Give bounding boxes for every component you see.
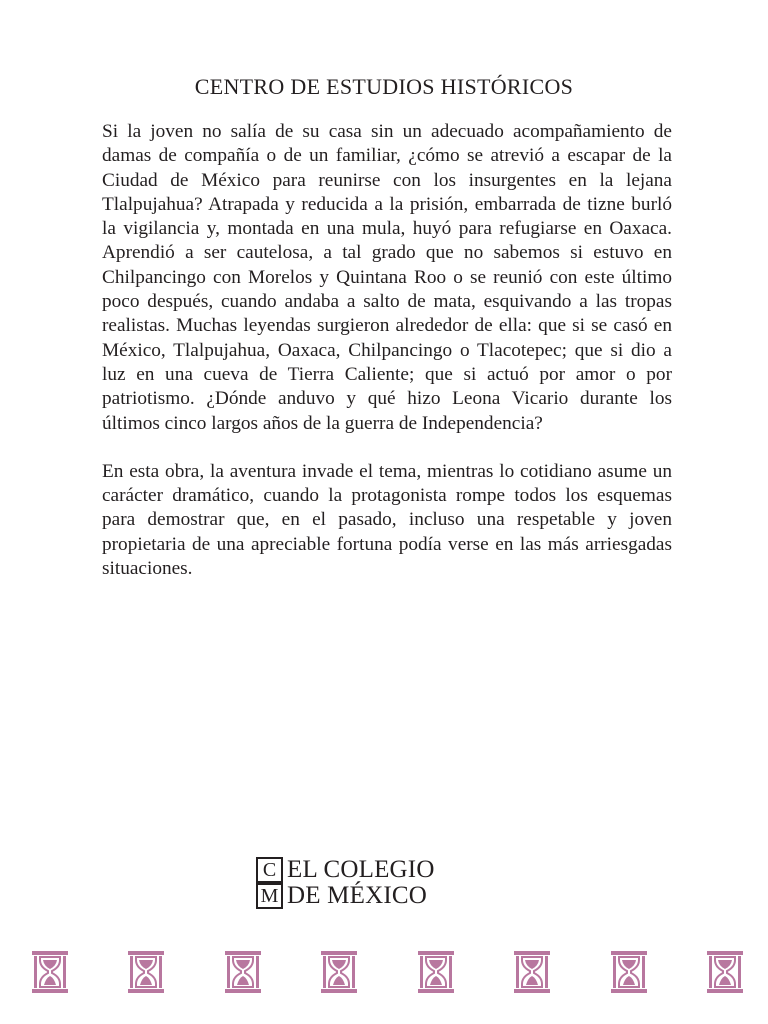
hourglass-icon <box>609 950 649 994</box>
publisher-name-line-1: EL COLEGIO <box>287 856 435 883</box>
synopsis <box>102 120 672 581</box>
publisher-name <box>287 857 435 909</box>
hourglass-icon <box>512 950 552 994</box>
series-title: CENTRO DE ESTUDIOS HISTÓRICOS <box>194 74 574 99</box>
publisher-name-line-2: DE MÉXICO <box>287 882 427 909</box>
logo-mark-letter-m: M <box>258 885 281 907</box>
hourglass-icon <box>126 950 166 994</box>
hourglass-icon <box>416 950 456 994</box>
publisher-logo <box>256 857 435 909</box>
synopsis-paragraph-2: En esta obra, la aventura invade el tema, mientras lo cotidiano asume un carácter dramático, cuando la protagonista rompe todos los esquemas para demostrar que, en el pasado, incluso una respetable y joven propietaria de una apreciable fortuna podía verse en las más arriesgadas situaciones. <box>102 460 672 580</box>
hourglass-icon <box>30 950 70 994</box>
synopsis-paragraph-1: Si la joven no salía de su casa sin un adecuado acompañamiento de damas de compañía o de un familiar, ¿cómo se atrevió a escapar de la Ciudad de México para reunirse con los insurgentes en la lejana Tlalpujahua? Atrapada y reducida a la prisión, embarrada de tizne burló la vigilancia y, montada en una mula, huyó para refugiarse en Oaxaca. Aprendió a ser cautelosa, a tal grado que no sabemos si estuvo en Chilpancingo con Morelos y Quintana Roo o se reunió con este último poco después, cuando andaba a salto de mata, esquivando a las tropas realistas. Muchas leyendas surgieron alrededor de ella: que si se casó en México, Tlalpujahua, Oaxaca, Chilpancingo o Tlacotepec; que si dio a luz en una cueva de Tierra Caliente; que si actuó por amor o por patriotismo. ¿Dónde anduvo y qué hizo Leona Vicario durante los últimos cinco largos años de la guerra de Independencia? <box>102 121 672 434</box>
ornament-row <box>30 950 745 994</box>
logo-mark-letter-c: C <box>258 859 281 881</box>
hourglass-icon <box>223 950 263 994</box>
hourglass-icon <box>319 950 359 994</box>
hourglass-icon <box>705 950 745 994</box>
publisher-logo-mark <box>256 857 283 909</box>
